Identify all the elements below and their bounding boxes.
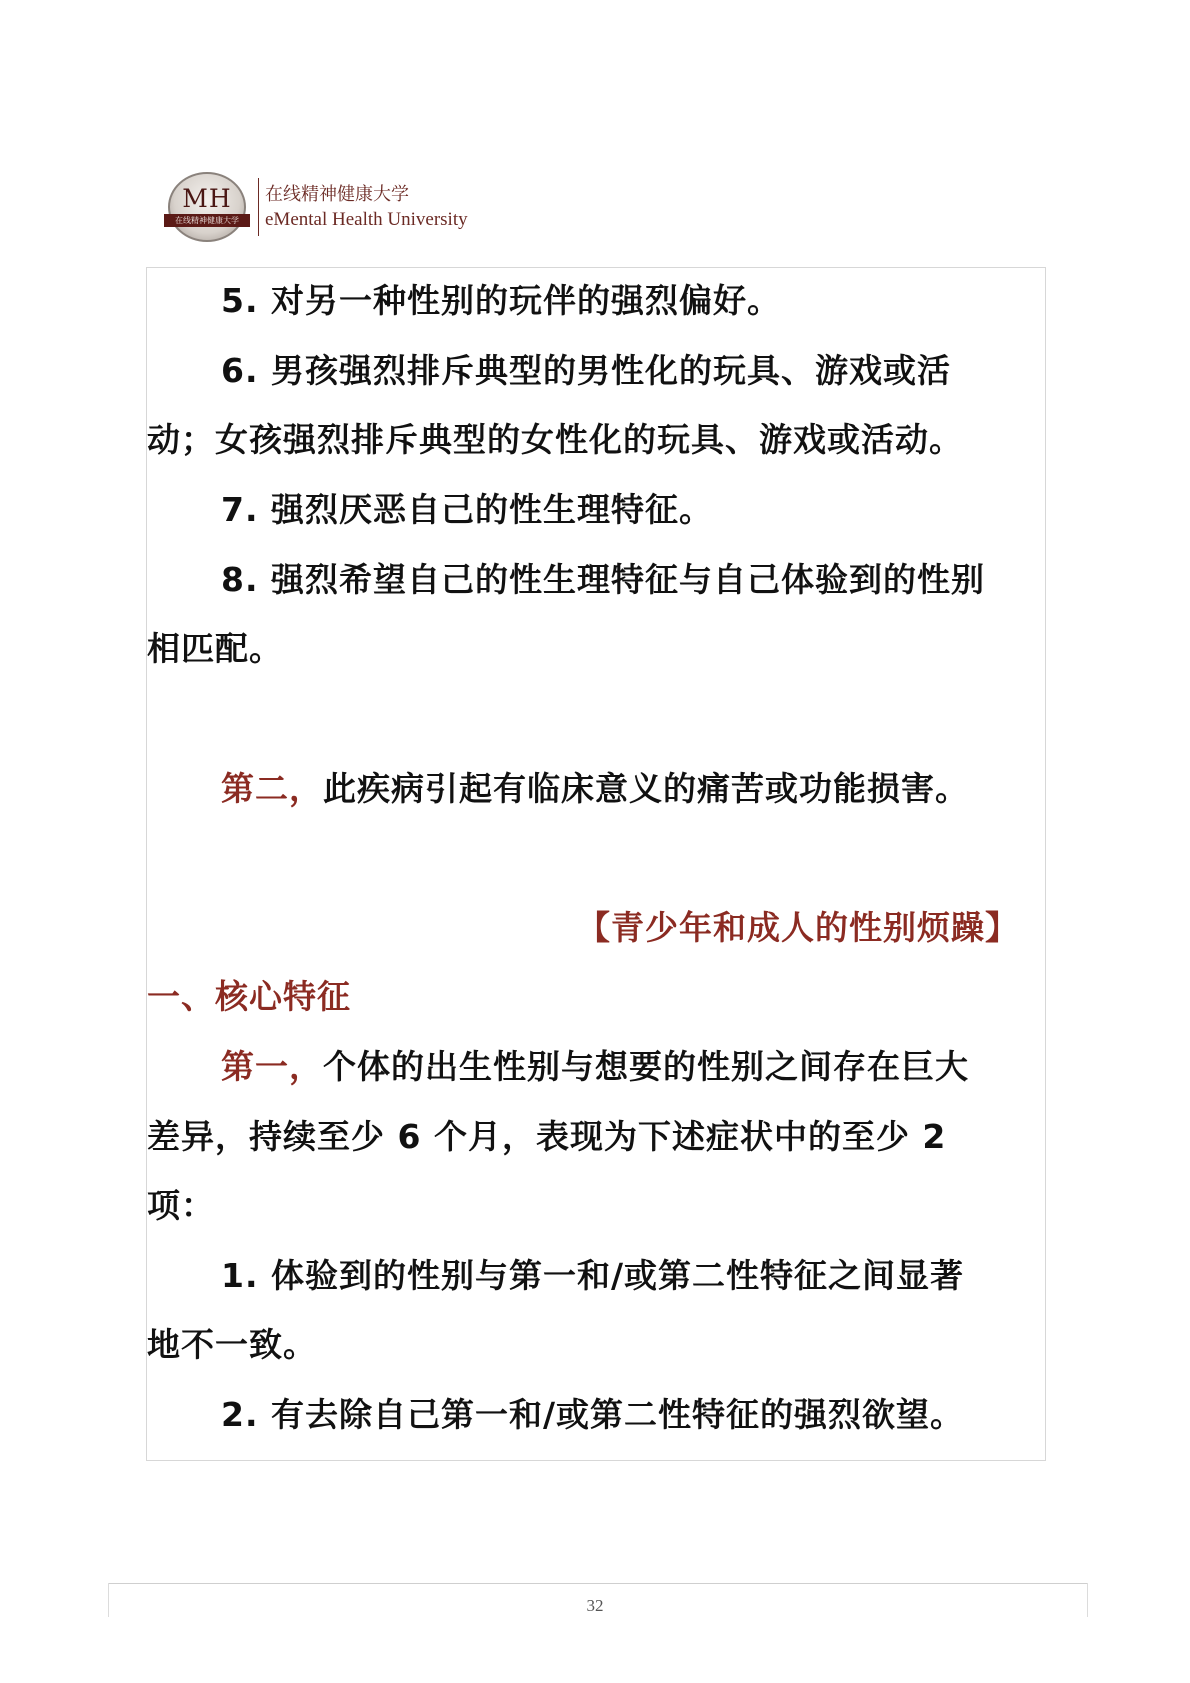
logo-ribbon: 在线精神健康大学 xyxy=(164,214,250,227)
section-title: 【青少年和成人的性别烦躁】 xyxy=(577,908,1019,947)
symptom-8-line2: 相匹配。 xyxy=(147,629,283,668)
criterion-2 xyxy=(147,754,1101,824)
content-frame xyxy=(146,267,1046,1461)
item-1-line2: 地不一致。 xyxy=(147,1325,317,1364)
criterion-1-label: 第一， xyxy=(221,1047,323,1086)
symptom-7: 7. 强烈厌恶自己的性生理特征。 xyxy=(221,490,713,529)
item-2: 2. 有去除自己第一和/或第二性特征的强烈欲望。 xyxy=(221,1395,965,1434)
university-logo xyxy=(168,172,246,242)
criterion-1-line3: 项： xyxy=(147,1186,215,1225)
header-title-cn: 在线精神健康大学 xyxy=(265,184,409,205)
logo-text: MH xyxy=(182,184,232,213)
page-header xyxy=(168,172,468,242)
header-divider xyxy=(258,178,259,236)
footer-rule xyxy=(108,1583,1088,1584)
criterion-1-text: 个体的出生性别与想要的性别之间存在巨大 xyxy=(323,1047,969,1086)
header-title-en: eMental Health University xyxy=(265,209,468,230)
criterion-1-line2: 差异，持续至少 6 个月，表现为下述症状中的至少 2 xyxy=(147,1117,947,1156)
criterion-2-label: 第二， xyxy=(221,769,323,808)
header-title xyxy=(265,182,468,232)
symptom-6-line1: 6. 男孩强烈排斥典型的男性化的玩具、游戏或活 xyxy=(221,351,951,390)
page-number: 32 xyxy=(586,1596,604,1615)
criterion-1-line1 xyxy=(147,1032,1101,1102)
item-1-line1: 1. 体验到的性别与第一和/或第二性特征之间显著 xyxy=(221,1256,965,1295)
subsection-title: 一、核心特征 xyxy=(147,977,351,1016)
symptom-8-line1: 8. 强烈希望自己的性生理特征与自己体验到的性别 xyxy=(221,560,985,599)
criterion-2-text: 此疾病引起有临床意义的痛苦或功能损害。 xyxy=(323,769,969,808)
symptom-6-line2: 动；女孩强烈排斥典型的女性化的玩具、游戏或活动。 xyxy=(147,420,963,459)
symptom-5: 5. 对另一种性别的玩伴的强烈偏好。 xyxy=(221,281,781,320)
